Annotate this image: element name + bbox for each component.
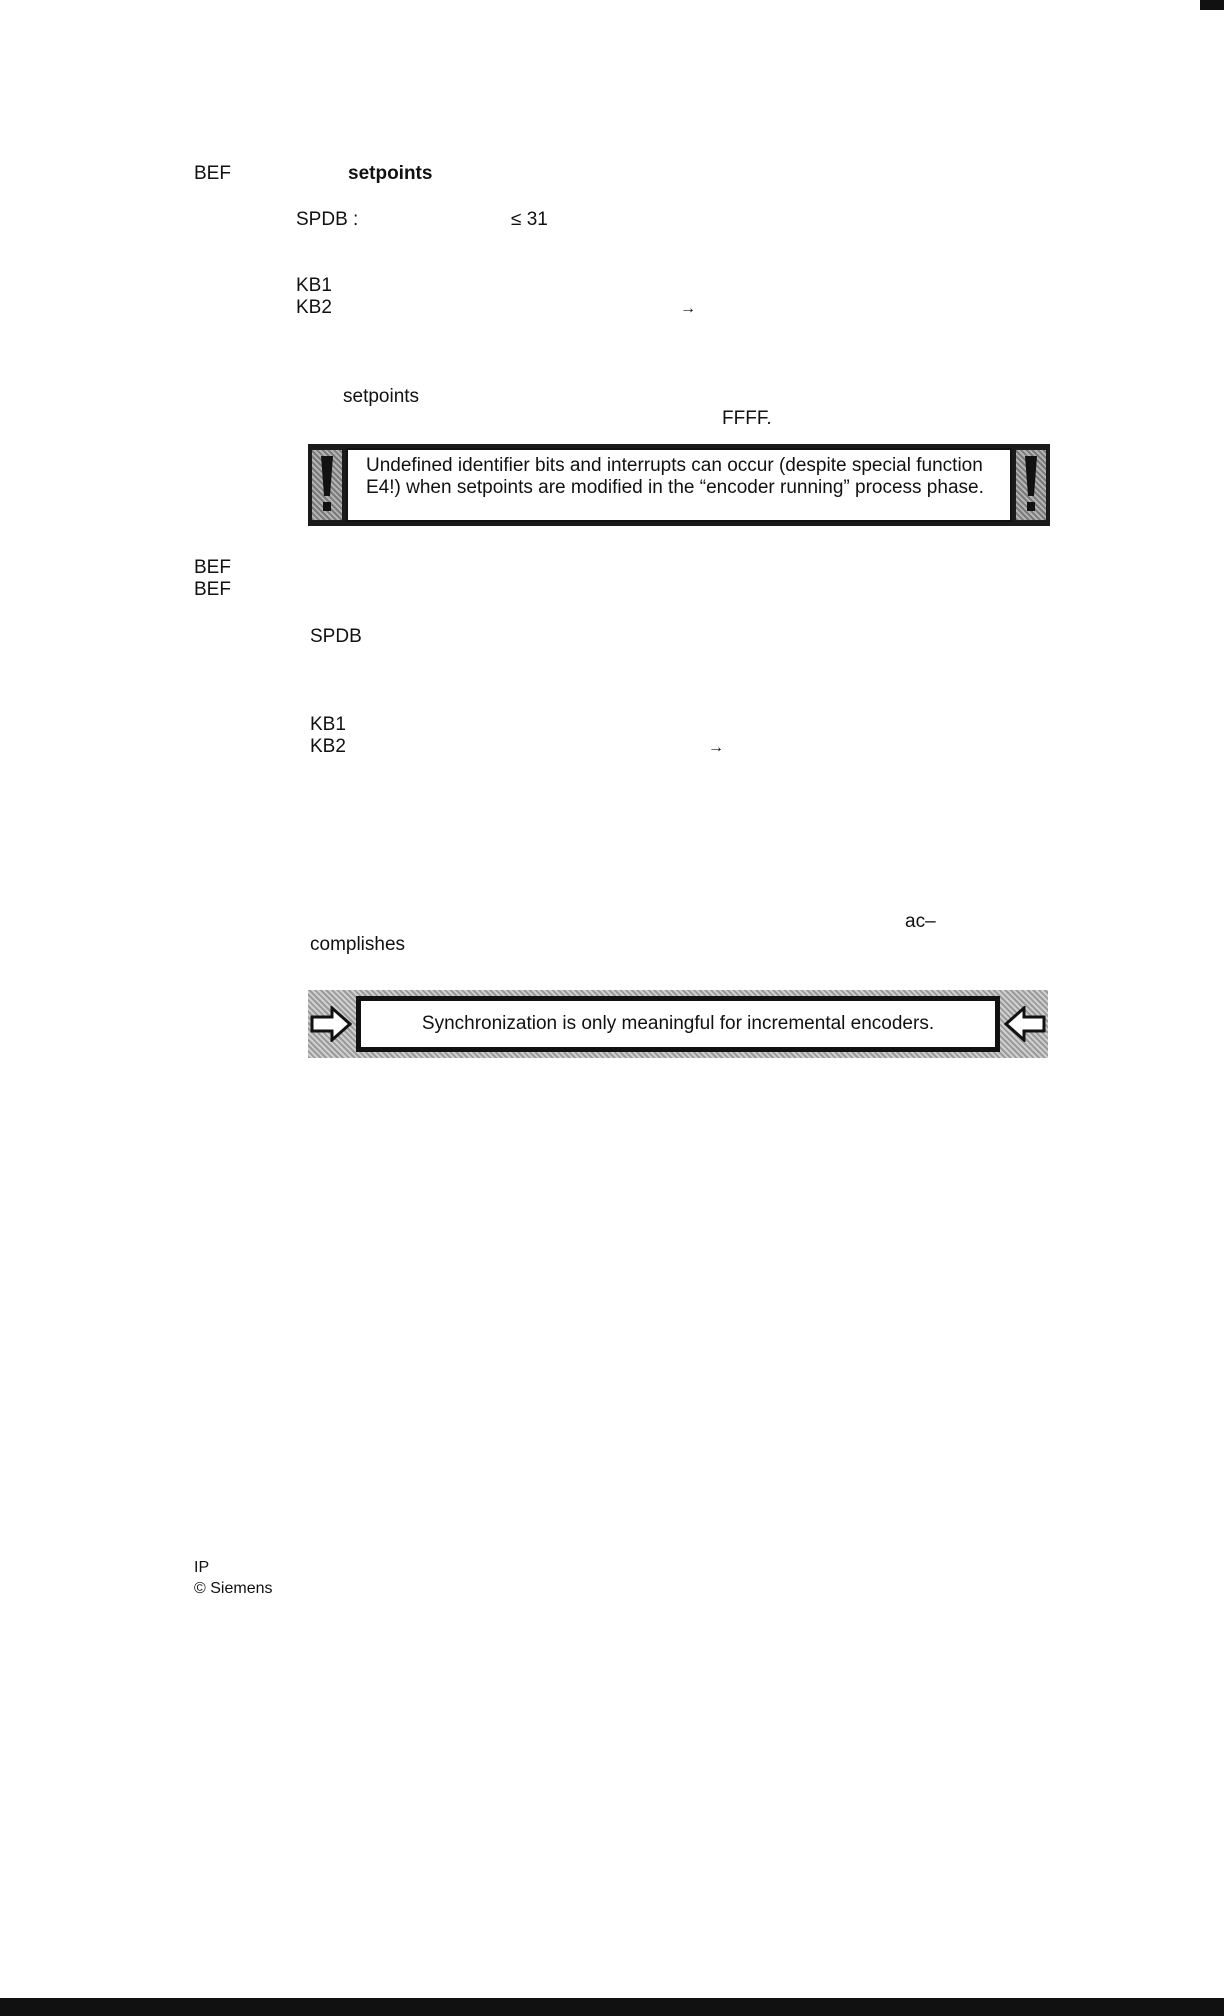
le-31-value: ≤ 31 (511, 209, 548, 230)
note-text: Synchronization is only meaningful for incremental encoders. (356, 996, 1000, 1052)
warning-right-panel (1016, 450, 1046, 520)
arrow-left-icon (1004, 1006, 1046, 1042)
arrow-right-glyph: → (680, 300, 696, 317)
footer-copyright: © Siemens (194, 1580, 273, 1597)
kb1-label-2: KB1 (310, 714, 346, 735)
section-title: setpoints (348, 163, 433, 184)
ffff-value: FFFF. (722, 408, 772, 429)
spdb-label: SPDB : (296, 209, 359, 230)
kb2-label-2: KB2 (310, 736, 346, 757)
section-code-3: BEF (194, 579, 231, 600)
hyphenated-word-part: ac– (905, 911, 936, 932)
spdb-label-2: SPDB (310, 626, 362, 647)
page-bottom-bar (0, 1998, 1224, 2016)
section-code-2: BEF (194, 557, 231, 578)
page-corner-mark (1200, 0, 1224, 10)
warning-text: Undefined identifier bits and interrupts can occur (despite special function E4!) when setpoints are modified in the “encoder running” process phase. (346, 448, 1012, 522)
setpoints-word: setpoints (343, 386, 420, 407)
kb2-label: KB2 (296, 297, 332, 318)
arrow-right-glyph-2: → (708, 739, 724, 756)
warning-left-panel (312, 450, 342, 520)
section-code: BEF (194, 163, 231, 184)
note-box (308, 990, 1048, 1058)
kb1-label: KB1 (296, 275, 332, 296)
footer-code: IP (194, 1559, 210, 1576)
warning-box (308, 444, 1050, 526)
arrow-right-icon (310, 1006, 352, 1042)
hyphenated-word-rest: complishes (310, 934, 406, 955)
exclamation-icon (315, 454, 339, 516)
exclamation-icon (1019, 454, 1043, 516)
